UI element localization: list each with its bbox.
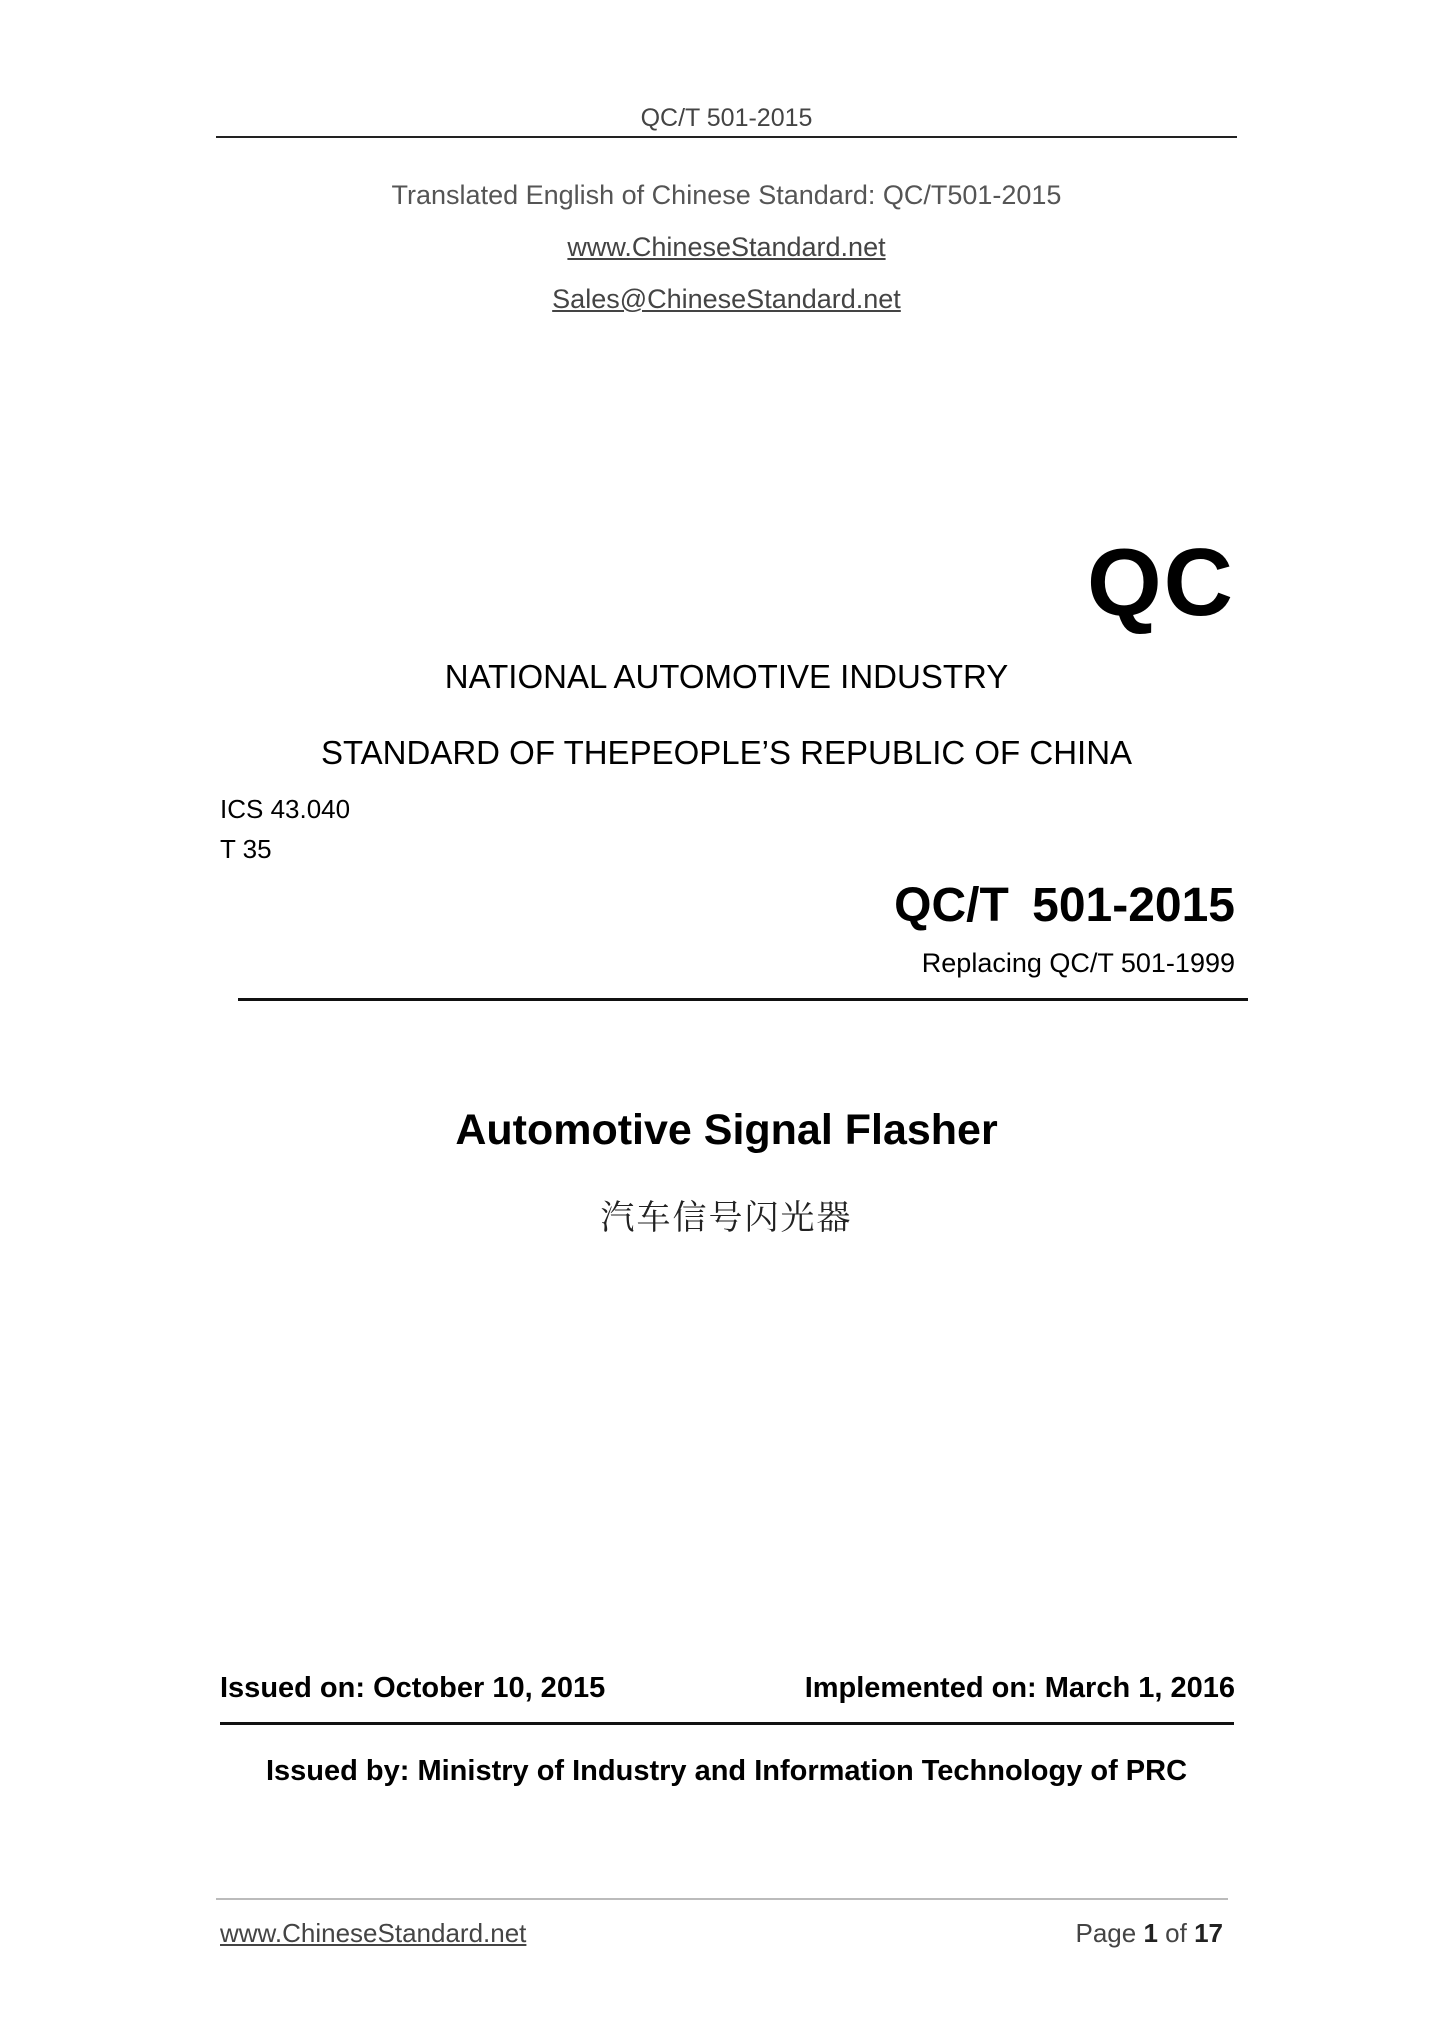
page-prefix: Page <box>1075 1918 1137 1948</box>
ics-code: ICS 43.040 <box>220 794 351 824</box>
page-total: 17 <box>1194 1918 1223 1948</box>
date-divider <box>220 1722 1234 1725</box>
header-divider <box>216 136 1237 138</box>
issued-on-date: Issued on: October 10, 2015 <box>220 1672 606 1704</box>
page-indicator <box>1075 1918 1223 1949</box>
page-current: 1 <box>1143 1918 1158 1948</box>
website-link[interactable]: www.ChineseStandard.net <box>567 232 886 262</box>
issuer-line-2: STANDARD OF THEPEOPLE’S REPUBLIC OF CHINA <box>320 734 1133 771</box>
document-title-en: Automotive Signal Flasher <box>455 1106 998 1154</box>
footer-divider <box>216 1898 1228 1900</box>
sales-email-link[interactable]: Sales@ChineseStandard.net <box>552 284 901 314</box>
translation-note: Translated English of Chinese Standard: QC/T501-2015 <box>391 180 1062 210</box>
issued-by: Issued by: Ministry of Industry and Information Technology of PRC <box>265 1755 1188 1787</box>
footer-website-link[interactable]: www.ChineseStandard.net <box>220 1918 527 1948</box>
website-link-row <box>216 232 1237 263</box>
replacing-note: Replacing QC/T 501-1999 <box>921 948 1235 978</box>
issuer-line-1: NATIONAL AUTOMOTIVE INDUSTRY <box>444 658 1009 695</box>
standard-number: QC/T 501-2015 <box>894 879 1235 932</box>
standard-mark: QC <box>1087 529 1235 636</box>
email-link-row <box>216 284 1237 315</box>
document-title-cn: 汽车信号闪光器 <box>600 1198 853 1238</box>
classification-code: T 35 <box>220 834 272 864</box>
implemented-on-date: Implemented on: March 1, 2016 <box>804 1672 1235 1704</box>
running-header: QC/T 501-2015 <box>640 104 813 132</box>
main-divider <box>238 998 1248 1001</box>
page-separator: of <box>1165 1918 1187 1948</box>
